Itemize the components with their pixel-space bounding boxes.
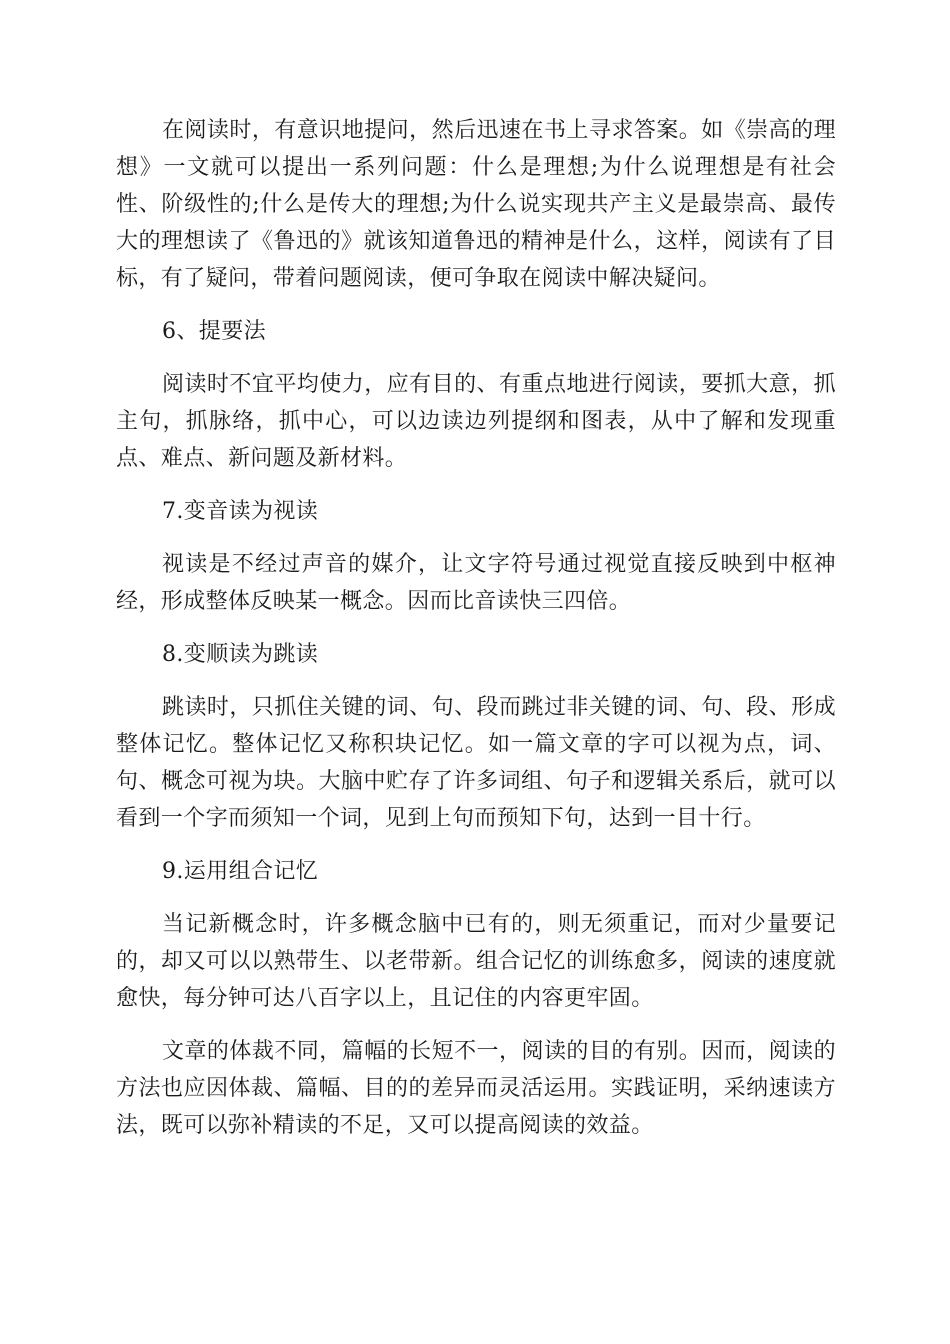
paragraph-questioning: 在阅读时，有意识地提问，然后迅速在书上寻求答案。如《崇高的理想》一文就可以提出一系列问题：什么是理想;为什么说理想是有社会性、阶级性的;什么是传大的理想;为什么说实现共产主义是最崇高、最传大的理想读了《鲁迅的》就该知道鲁迅的精神是什么，这样，阅读有了目标，有了疑问，带着问题阅读，便可争取在阅读中解决疑问。 [116,118,836,291]
paragraph-conclusion: 文章的体裁不同，篇幅的长短不一，阅读的目的有别。因而，阅读的方法也应因体裁、篇幅、目的的差异而灵活运用。实践证明，采纳速读方法，既可以弥补精读的不足，又可以提高阅读的效益。 [116,1039,836,1138]
section-heading-summary-method: 6、提要法 [162,319,266,344]
paragraph-combined-memory: 当记新概念时，许多概念脑中已有的，则无须重记，而对少量要记的，却又可以以熟带生、以老带新。组合记忆的训练愈多，阅读的速度就愈快，每分钟可达八百字以上，且记住的内容更牢固。 [116,912,836,1011]
section-heading-combined-memory: 9.运用组合记忆 [162,859,319,884]
section-heading-visual-reading: 7.变音读为视读 [162,499,319,524]
paragraph-visual-reading: 视读是不经过声音的媒介，让文字符号通过视觉直接反映到中枢神经，形成整体反映某一概念。因而比音读快三四倍。 [116,552,836,614]
document-body [116,112,836,1160]
paragraph-summary-method: 阅读时不宜平均使力，应有目的、有重点地进行阅读，要抓大意，抓主句，抓脉络，抓中心，可以边读边列提纲和图表，从中了解和发现重点、难点、新问题及新材料。 [116,372,836,471]
section-heading-skip-reading: 8.变顺读为跳读 [162,642,319,667]
paragraph-skip-reading: 跳读时，只抓住关键的词、句、段而跳过非关键的词、句、段、形成整体记忆。整体记忆又称积块记忆。如一篇文章的字可以视为点，词、句、概念可视为块。大脑中贮存了许多词组、句子和逻辑关系后，就可以看到一个字而须知一个词，见到上句而预知下句，达到一目十行。 [116,695,836,831]
